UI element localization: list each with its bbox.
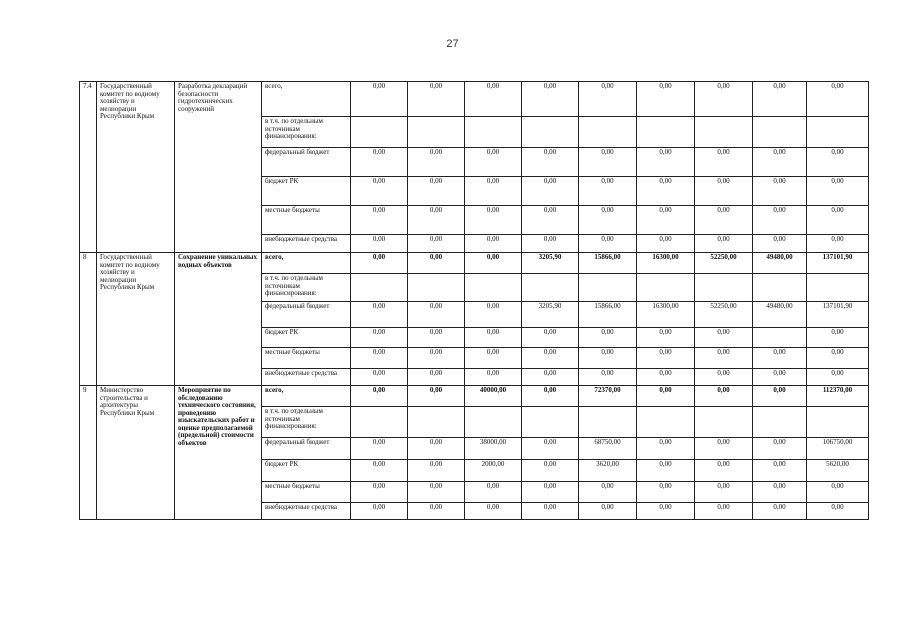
amount-cell: 0,00	[695, 369, 753, 386]
amount-cell: 15866,00	[579, 253, 637, 274]
amount-cell: 0,00	[351, 302, 408, 328]
amount-cell: 0,00	[637, 235, 695, 253]
amount-cell: 0,00	[522, 328, 579, 348]
amount-cell: 0,00	[408, 386, 465, 407]
activity-cell: Мероприятие по обследованию технического состояния, проведению изыскательских работ и оценке предполагаемой (предельной) стоимости объектов	[175, 386, 262, 520]
amount-cell: 0,00	[522, 438, 579, 460]
amount-cell	[408, 117, 465, 148]
amount-cell: 0,00	[807, 206, 869, 235]
funding-source-label: федеральный бюджет	[262, 302, 351, 328]
budget-table	[79, 81, 869, 520]
funding-source-label: всего,	[262, 82, 351, 117]
amount-cell: 0,00	[522, 503, 579, 520]
amount-cell: 0,00	[522, 348, 579, 369]
section-number: 9	[80, 386, 97, 520]
amount-cell: 0,00	[351, 177, 408, 206]
funding-source-label: всего,	[262, 386, 351, 407]
amount-cell: 0,00	[465, 82, 522, 117]
amount-cell: 0,00	[637, 82, 695, 117]
amount-cell: 0,00	[637, 482, 695, 503]
section-number: 7.4	[80, 82, 97, 253]
amount-cell: 0,00	[465, 302, 522, 328]
amount-cell: 0,00	[807, 177, 869, 206]
amount-cell	[753, 328, 807, 348]
amount-cell: 0,00	[579, 503, 637, 520]
amount-cell: 72370,00	[579, 386, 637, 407]
amount-cell: 0,00	[695, 460, 753, 482]
executor-cell: Министерство строительства и архитектуры Республики Крым	[97, 386, 175, 520]
amount-cell: 0,00	[807, 82, 869, 117]
amount-cell	[807, 274, 869, 302]
amount-cell: 0,00	[408, 177, 465, 206]
amount-cell: 0,00	[695, 82, 753, 117]
amount-cell: 0,00	[351, 148, 408, 177]
amount-cell: 2000,00	[465, 460, 522, 482]
table-row	[80, 82, 869, 117]
amount-cell: 0,00	[522, 482, 579, 503]
amount-cell: 0,00	[351, 460, 408, 482]
amount-cell: 0,00	[695, 328, 753, 348]
funding-source-label: внебюджетные средства	[262, 503, 351, 520]
amount-cell	[522, 274, 579, 302]
amount-cell: 0,00	[637, 460, 695, 482]
amount-cell: 68750,00	[579, 438, 637, 460]
funding-source-label: в т.ч. по отдельным источникам финансирования:	[262, 274, 351, 302]
amount-cell	[522, 407, 579, 438]
page-number: 27	[446, 38, 459, 50]
amount-cell: 0,00	[695, 148, 753, 177]
amount-cell: 0,00	[465, 253, 522, 274]
amount-cell	[351, 407, 408, 438]
funding-source-label: бюджет РК	[262, 460, 351, 482]
amount-cell: 0,00	[695, 348, 753, 369]
amount-cell	[522, 117, 579, 148]
amount-cell: 38000,00	[465, 438, 522, 460]
amount-cell	[637, 407, 695, 438]
amount-cell: 15866,00	[579, 302, 637, 328]
amount-cell: 0,00	[465, 482, 522, 503]
amount-cell: 0,00	[695, 438, 753, 460]
activity-cell: Сохранение уникальных водных объектов	[175, 253, 262, 386]
amount-cell: 0,00	[753, 503, 807, 520]
amount-cell: 0,00	[807, 148, 869, 177]
amount-cell: 0,00	[637, 503, 695, 520]
amount-cell: 0,00	[465, 177, 522, 206]
amount-cell: 0,00	[637, 386, 695, 407]
amount-cell: 0,00	[408, 148, 465, 177]
amount-cell: 0,00	[351, 348, 408, 369]
amount-cell	[753, 274, 807, 302]
amount-cell	[465, 274, 522, 302]
funding-source-label: бюджет РК	[262, 328, 351, 348]
amount-cell: 0,00	[753, 177, 807, 206]
amount-cell: 0,00	[351, 253, 408, 274]
amount-cell: 0,00	[351, 328, 408, 348]
amount-cell: 0,00	[807, 482, 869, 503]
amount-cell: 0,00	[351, 206, 408, 235]
amount-cell: 49480,00	[753, 253, 807, 274]
amount-cell: 0,00	[465, 235, 522, 253]
amount-cell: 0,00	[351, 482, 408, 503]
amount-cell: 0,00	[807, 369, 869, 386]
amount-cell	[753, 117, 807, 148]
amount-cell: 112370,00	[807, 386, 869, 407]
amount-cell: 0,00	[351, 82, 408, 117]
amount-cell: 0,00	[807, 235, 869, 253]
amount-cell: 0,00	[522, 206, 579, 235]
amount-cell: 0,00	[351, 235, 408, 253]
amount-cell: 0,00	[807, 503, 869, 520]
amount-cell: 0,00	[351, 369, 408, 386]
amount-cell: 0,00	[408, 253, 465, 274]
amount-cell	[351, 117, 408, 148]
amount-cell: 0,00	[522, 369, 579, 386]
amount-cell	[579, 117, 637, 148]
amount-cell: 0,00	[637, 206, 695, 235]
amount-cell: 0,00	[579, 148, 637, 177]
amount-cell: 0,00	[695, 386, 753, 407]
amount-cell: 0,00	[522, 235, 579, 253]
table-row	[80, 253, 869, 274]
amount-cell: 0,00	[408, 503, 465, 520]
amount-cell: 0,00	[695, 235, 753, 253]
funding-source-label: внебюджетные средства	[262, 235, 351, 253]
amount-cell	[637, 117, 695, 148]
amount-cell: 0,00	[465, 206, 522, 235]
amount-cell: 3620,00	[579, 460, 637, 482]
amount-cell: 0,00	[579, 177, 637, 206]
amount-cell	[637, 274, 695, 302]
amount-cell: 0,00	[579, 328, 637, 348]
amount-cell: 0,00	[753, 460, 807, 482]
amount-cell: 0,00	[351, 503, 408, 520]
amount-cell	[695, 407, 753, 438]
amount-cell: 106750,00	[807, 438, 869, 460]
funding-source-label: внебюджетные средства	[262, 369, 351, 386]
amount-cell: 0,00	[753, 82, 807, 117]
amount-cell	[579, 407, 637, 438]
amount-cell: 0,00	[465, 328, 522, 348]
amount-cell: 0,00	[408, 369, 465, 386]
amount-cell: 0,00	[807, 348, 869, 369]
amount-cell	[695, 117, 753, 148]
funding-source-label: местные бюджеты	[262, 206, 351, 235]
amount-cell: 0,00	[579, 235, 637, 253]
table-row	[80, 386, 869, 407]
amount-cell: 0,00	[637, 438, 695, 460]
amount-cell: 0,00	[408, 482, 465, 503]
amount-cell: 0,00	[753, 438, 807, 460]
amount-cell: 137101,90	[807, 253, 869, 274]
amount-cell: 0,00	[579, 369, 637, 386]
amount-cell: 0,00	[351, 438, 408, 460]
amount-cell: 0,00	[753, 348, 807, 369]
amount-cell: 0,00	[579, 348, 637, 369]
amount-cell: 0,00	[522, 460, 579, 482]
funding-source-label: бюджет РК	[262, 177, 351, 206]
amount-cell: 0,00	[695, 177, 753, 206]
funding-source-label: федеральный бюджет	[262, 148, 351, 177]
amount-cell: 40000,00	[465, 386, 522, 407]
amount-cell: 0,00	[753, 206, 807, 235]
funding-source-label: в т.ч. по отдельным источникам финансирования:	[262, 117, 351, 148]
amount-cell: 0,00	[753, 482, 807, 503]
funding-source-label: всего,	[262, 253, 351, 274]
amount-cell: 0,00	[753, 369, 807, 386]
amount-cell: 0,00	[408, 302, 465, 328]
amount-cell: 0,00	[637, 328, 695, 348]
amount-cell: 3205,90	[522, 253, 579, 274]
amount-cell: 0,00	[579, 82, 637, 117]
executor-cell: Государственный комитет по водному хозяйству и мелиорации Республики Крым	[97, 253, 175, 386]
amount-cell	[807, 117, 869, 148]
amount-cell: 52250,00	[695, 302, 753, 328]
amount-cell: 0,00	[522, 177, 579, 206]
amount-cell: 0,00	[695, 206, 753, 235]
amount-cell: 0,00	[408, 328, 465, 348]
amount-cell	[579, 274, 637, 302]
amount-cell: 0,00	[465, 348, 522, 369]
funding-source-label: местные бюджеты	[262, 348, 351, 369]
amount-cell: 0,00	[695, 503, 753, 520]
amount-cell	[807, 407, 869, 438]
funding-source-label: федеральный бюджет	[262, 438, 351, 460]
funding-source-label: в т.ч. по отдельным источникам финансирования:	[262, 407, 351, 438]
amount-cell: 0,00	[753, 148, 807, 177]
amount-cell: 0,00	[408, 348, 465, 369]
amount-cell: 0,00	[522, 386, 579, 407]
executor-cell: Государственный комитет по водному хозяйству и мелиорации Республики Крым	[97, 82, 175, 253]
amount-cell: 0,00	[579, 482, 637, 503]
amount-cell: 52250,00	[695, 253, 753, 274]
section-number: 8	[80, 253, 97, 386]
amount-cell: 0,00	[637, 148, 695, 177]
amount-cell: 0,00	[465, 148, 522, 177]
amount-cell: 0,00	[753, 386, 807, 407]
amount-cell: 0,00	[807, 328, 869, 348]
amount-cell: 0,00	[408, 206, 465, 235]
amount-cell: 137101,90	[807, 302, 869, 328]
amount-cell	[695, 274, 753, 302]
amount-cell: 5620,00	[807, 460, 869, 482]
amount-cell: 0,00	[637, 348, 695, 369]
amount-cell: 0,00	[637, 177, 695, 206]
amount-cell: 16300,00	[637, 253, 695, 274]
amount-cell: 0,00	[408, 82, 465, 117]
amount-cell: 0,00	[408, 438, 465, 460]
amount-cell	[408, 407, 465, 438]
amount-cell: 0,00	[753, 235, 807, 253]
amount-cell	[753, 407, 807, 438]
amount-cell: 0,00	[579, 206, 637, 235]
amount-cell: 0,00	[637, 369, 695, 386]
amount-cell: 0,00	[695, 482, 753, 503]
activity-cell: Разработка деклараций безопасности гидротехнических сооружений	[175, 82, 262, 253]
amount-cell	[408, 274, 465, 302]
amount-cell: 0,00	[351, 386, 408, 407]
amount-cell: 0,00	[522, 82, 579, 117]
amount-cell: 0,00	[522, 148, 579, 177]
amount-cell: 16300,00	[637, 302, 695, 328]
amount-cell: 0,00	[465, 503, 522, 520]
amount-cell	[465, 117, 522, 148]
amount-cell	[465, 407, 522, 438]
amount-cell	[351, 274, 408, 302]
amount-cell: 0,00	[408, 235, 465, 253]
amount-cell: 0,00	[465, 369, 522, 386]
amount-cell: 3205,90	[522, 302, 579, 328]
funding-source-label: местные бюджеты	[262, 482, 351, 503]
amount-cell: 49480,00	[753, 302, 807, 328]
amount-cell: 0,00	[408, 460, 465, 482]
